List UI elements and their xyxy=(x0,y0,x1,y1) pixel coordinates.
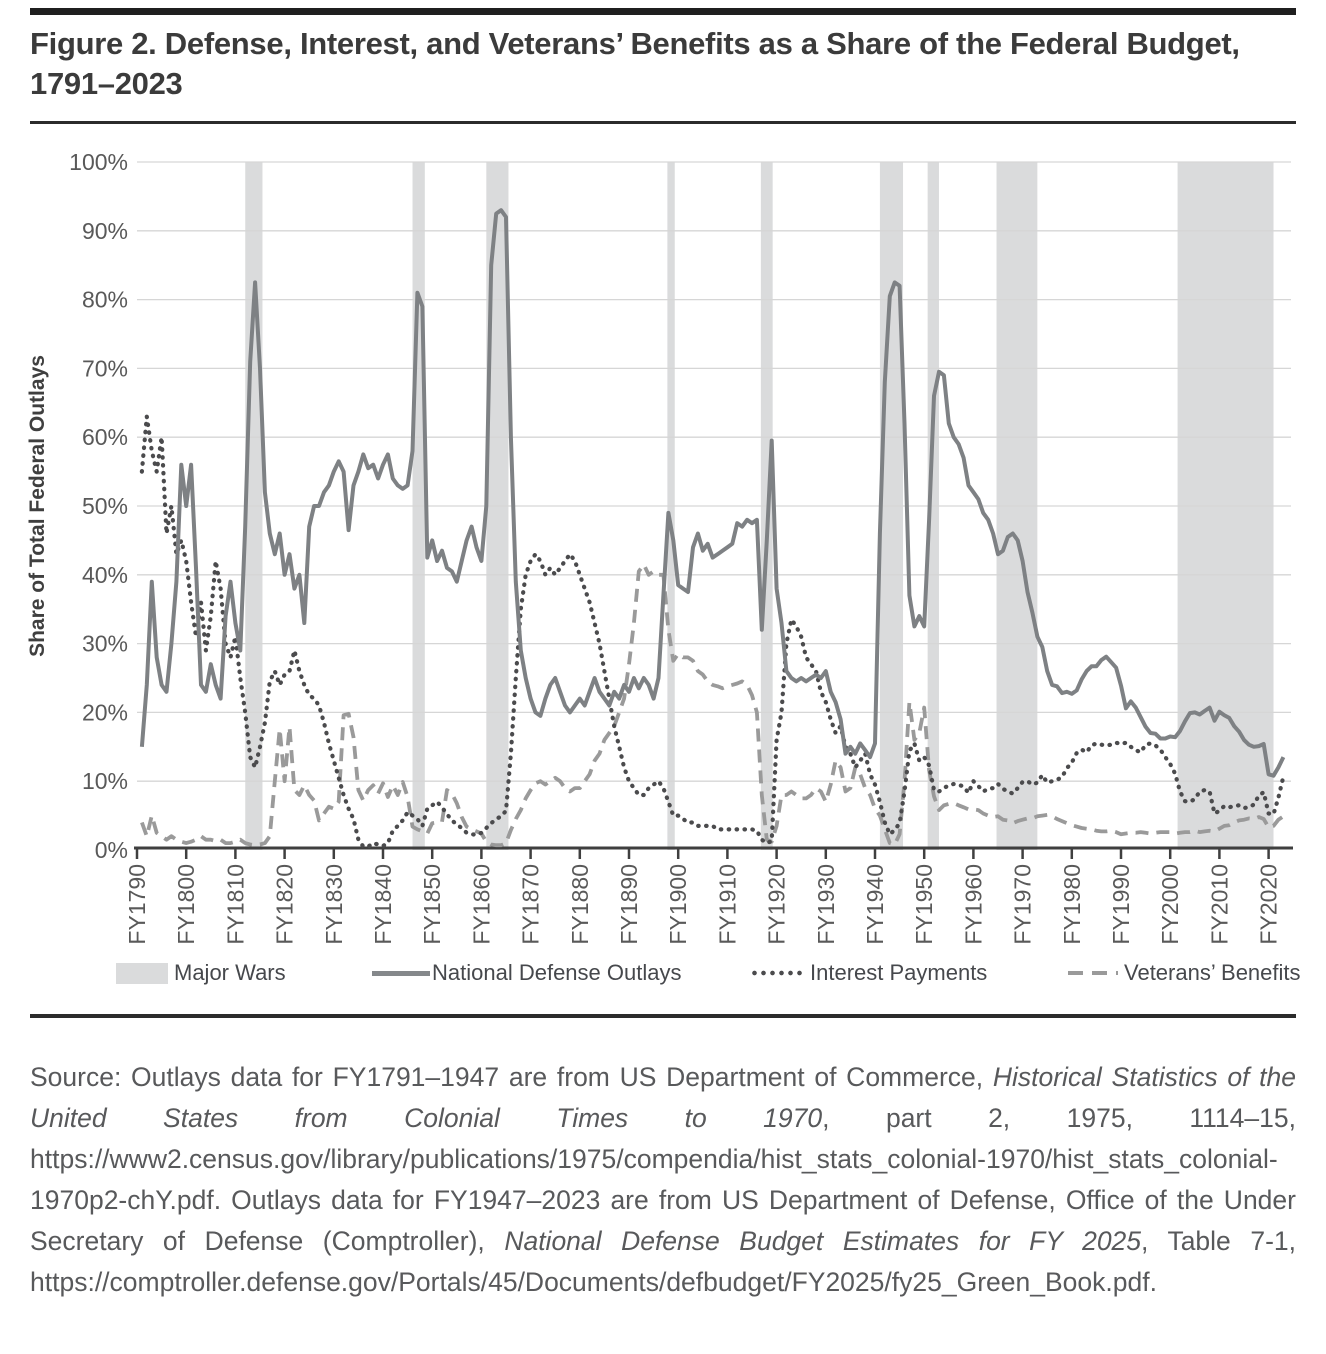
figure-title: Figure 2. Defense, Interest, and Veterans’ Benefits as a Share of the Federal Budget, 1791–2023 xyxy=(30,26,1240,101)
source-citation-title: Historical Statistics of the United States from Colonial Times to 1970 xyxy=(30,1061,1296,1133)
dashed-series-line xyxy=(142,565,1284,846)
y-tick-label: 0% xyxy=(94,837,128,863)
legend-label-defense: National Defense Outlays xyxy=(432,960,682,985)
x-tick-label: FY1960 xyxy=(960,864,987,945)
y-tick-label: 60% xyxy=(81,424,128,451)
legend-item-major-wars xyxy=(116,961,286,985)
legend-item-defense xyxy=(372,961,681,985)
solid-series-line xyxy=(142,210,1284,776)
major-wars-swatch-icon xyxy=(116,963,168,984)
x-tick-label: FY1840 xyxy=(370,864,396,945)
legend-label-veterans: Veterans’ Benefits xyxy=(1124,960,1301,985)
source-citation-title: National Defense Budget Estimates for FY 2025 xyxy=(504,1225,1142,1256)
legend-item-veterans xyxy=(1068,961,1301,985)
x-tick-label: FY1870 xyxy=(517,864,544,945)
y-axis-title: Share of Total Federal Outlays xyxy=(26,355,49,657)
source-text: Source: Outlays data for FY1791–1947 are from US Department of Commerce, xyxy=(30,1061,993,1092)
x-tick-label: FY1810 xyxy=(222,864,249,945)
x-tick-label: FY1820 xyxy=(271,864,298,945)
source-divider xyxy=(30,1014,1296,1018)
x-tick-label: FY1920 xyxy=(763,864,790,945)
y-tick-label: 90% xyxy=(81,217,128,244)
source-text: , Table 7-1, https://comptroller.defense.gov/Portals/45/Documents/defbudget/FY2025/fy25_Green_Book.pdf. xyxy=(30,1225,1296,1297)
x-tick-label: FY1890 xyxy=(616,864,642,945)
y-tick-label: 20% xyxy=(81,699,128,726)
x-tick-label: FY1940 xyxy=(862,864,888,945)
x-tick-label: FY1930 xyxy=(812,864,839,945)
x-tick-label: FY1950 xyxy=(911,864,938,945)
x-tick-label: FY1800 xyxy=(173,864,200,945)
source-note xyxy=(30,1057,1296,1303)
source-text: , part 2, 1975, 1114–15, https://www2.census.gov/library/publications/1975/compendia/hist_stats_colonial-1970/hist_stats_colonial-1970p2-chY.pdf. Outlays data for FY1947–2023 are from US Department of Defense, Office of the Under Secretary of Defense (Comptroller), xyxy=(30,1102,1296,1256)
legend-item-interest xyxy=(750,961,987,985)
x-tick-label: FY2000 xyxy=(1157,864,1184,945)
x-tick-label: FY1850 xyxy=(419,864,446,945)
x-tick-label: FY2020 xyxy=(1255,864,1282,945)
x-tick-label: FY1970 xyxy=(1009,864,1036,945)
x-tick-label: FY1790 xyxy=(124,864,150,945)
defense-line-swatch-icon xyxy=(372,971,430,976)
legend-label-interest: Interest Payments xyxy=(810,960,988,985)
y-tick-label: 40% xyxy=(81,561,128,588)
y-tick-label: 80% xyxy=(81,286,128,313)
y-tick-label: 30% xyxy=(81,630,128,657)
veterans-line-swatch-icon xyxy=(1068,971,1118,976)
x-tick-label: FY1980 xyxy=(1058,864,1085,945)
x-tick-label: FY1910 xyxy=(714,864,741,945)
x-tick-label: FY1860 xyxy=(468,864,495,945)
y-tick-label: 70% xyxy=(81,355,128,382)
legend-label-major-wars: Major Wars xyxy=(174,960,286,985)
x-tick-label: FY1830 xyxy=(320,864,347,945)
y-tick-label: 100% xyxy=(69,149,128,175)
x-tick-label: FY1900 xyxy=(665,864,692,945)
x-tick-label: FY1990 xyxy=(1108,864,1134,945)
x-tick-label: FY1880 xyxy=(566,864,593,945)
interest-line-swatch-icon xyxy=(750,970,804,976)
x-tick-label: FY2010 xyxy=(1206,864,1233,945)
y-tick-label: 10% xyxy=(81,768,128,795)
dotted-series-line xyxy=(142,417,1284,847)
y-tick-label: 50% xyxy=(81,493,128,519)
